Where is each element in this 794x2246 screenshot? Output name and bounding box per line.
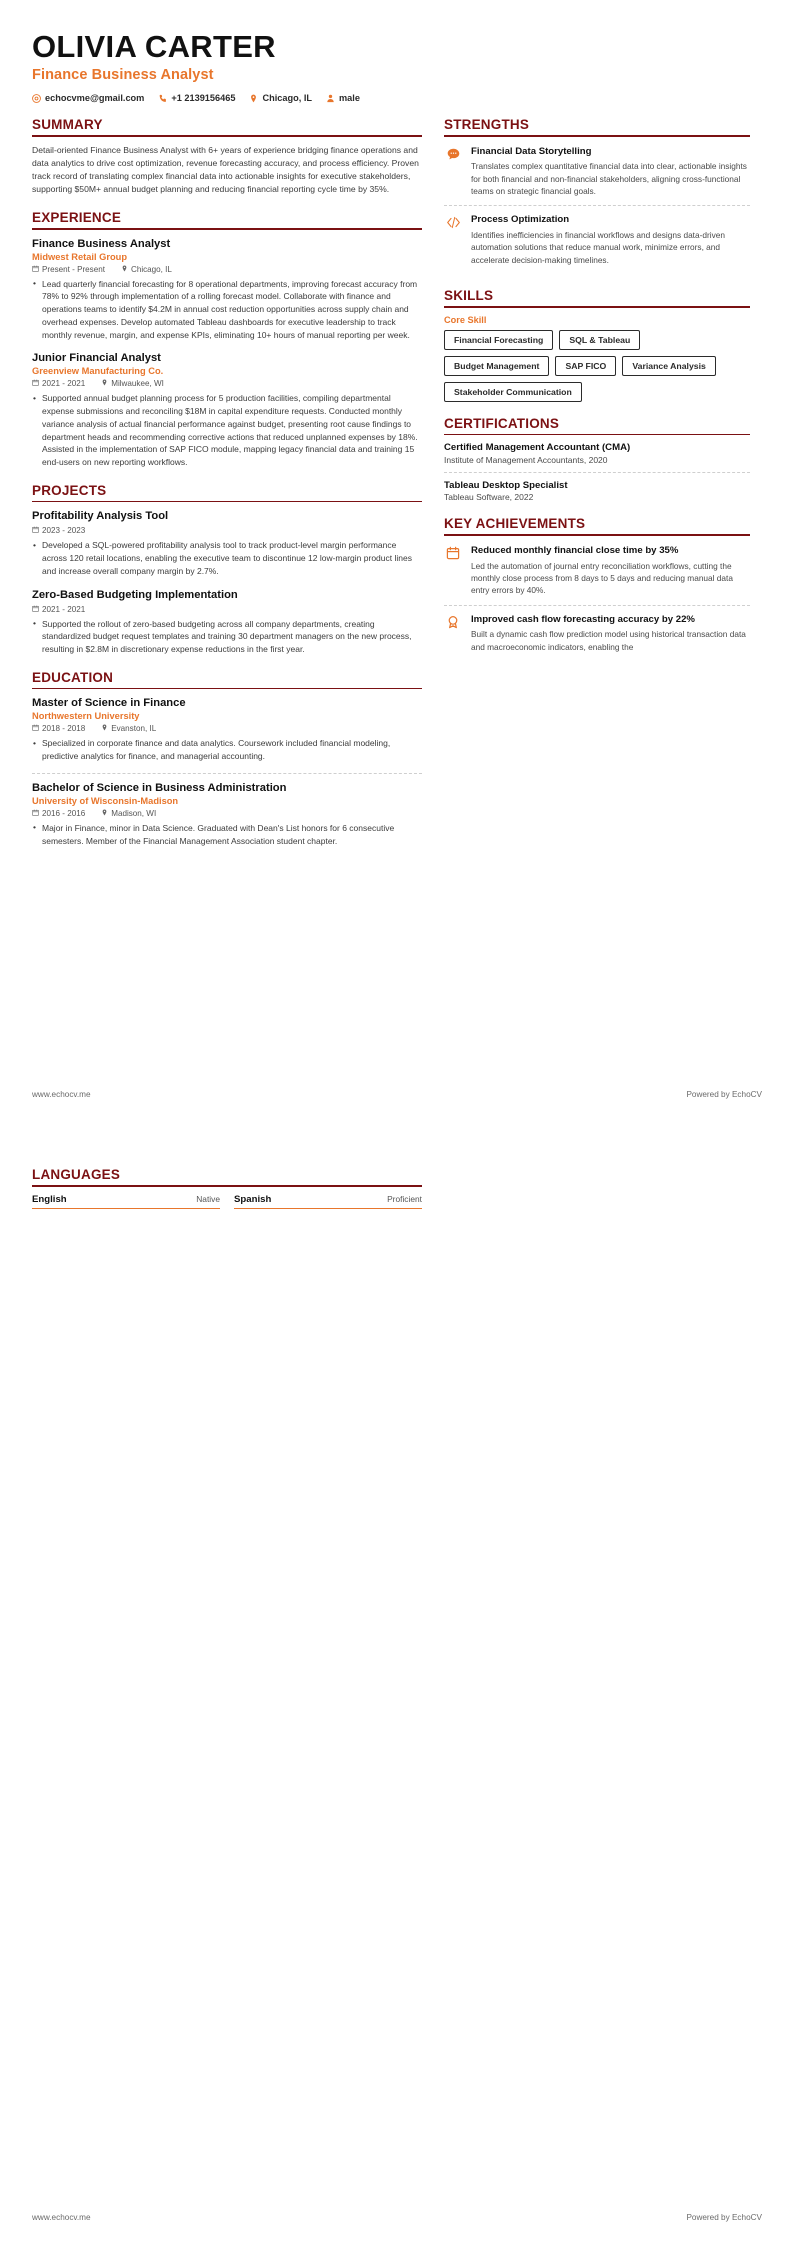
entry-location xyxy=(101,379,164,388)
entry-location xyxy=(121,265,172,274)
entry-dates xyxy=(32,724,85,733)
entry-location-value: Evanston, IL xyxy=(111,724,157,734)
bullet-item: • Developed a SQL-powered profitability analysis tool to track product-level margin performance across 120 retail locations, enabling the executive team to discontinue 12 low-margin product lines and increase overall company margin by 2.7%. xyxy=(32,539,422,577)
entry-dates-value: 2016 - 2016 xyxy=(42,808,86,818)
section-certifications xyxy=(444,416,750,503)
section-rule xyxy=(444,534,750,536)
contact-location xyxy=(249,93,312,103)
entry-title: Master of Science in Finance xyxy=(32,697,186,710)
achievement-title: Improved cash flow forecasting accuracy by 22% xyxy=(471,613,695,625)
bullet-item: • Lead quarterly financial forecasting for 8 operational departments, improving forecast accuracy from 78% to 92% through implementation of a rolling forecast model. Collaborate with finance and operations teams to identify $4.2M in annual cost reduction opportunities across supply chain and overhead expenses. Develop automated Tableau dashboards for executive leadership to track monthly revenue, margin, and expense KPIs, eliminating 10+ hours of manual reporting per week. xyxy=(32,278,422,342)
code-icon xyxy=(444,214,462,266)
calendar-icon xyxy=(32,265,39,274)
footer-brand: Powered by EchoCV xyxy=(686,1090,762,1099)
entry-dates xyxy=(32,526,85,535)
entry-meta xyxy=(32,724,422,733)
education-entry xyxy=(32,696,422,763)
contact-row xyxy=(32,93,762,103)
language-item xyxy=(32,1194,220,1209)
skill-chip[interactable]: SQL & Tableau xyxy=(559,330,640,350)
entry-title: Profitability Analysis Tool xyxy=(32,510,169,523)
section-rule xyxy=(32,135,422,137)
section-title-certifications: CERTIFICATIONS xyxy=(444,415,560,431)
entry-bullets xyxy=(32,539,422,577)
section-rule xyxy=(32,688,422,690)
section-key-achievements xyxy=(444,516,750,661)
achievement-item xyxy=(444,543,750,605)
entry-bullets xyxy=(32,822,422,848)
entry-meta xyxy=(32,526,422,535)
language-level: Proficient xyxy=(387,1193,422,1204)
resume-columns xyxy=(32,117,762,861)
email-icon xyxy=(32,94,41,103)
entry-organization: Northwestern University xyxy=(32,711,140,722)
section-rule xyxy=(444,306,750,308)
right-column xyxy=(444,117,750,675)
award-icon xyxy=(444,614,462,653)
skill-chip[interactable]: SAP FICO xyxy=(555,356,616,376)
calendar-icon xyxy=(32,379,39,388)
left-column xyxy=(32,117,422,861)
entry-dates-value: 2018 - 2018 xyxy=(42,724,86,734)
section-rule xyxy=(444,135,750,137)
page-footer xyxy=(32,1090,762,1099)
section-title-experience: EXPERIENCE xyxy=(32,209,122,225)
section-summary xyxy=(32,117,422,196)
achievement-desc: Built a dynamic cash flow prediction model using historical transaction data and macroeconomic indicators, enabling the xyxy=(471,629,746,652)
entry-location-value: Chicago, IL xyxy=(130,264,172,274)
skill-chip[interactable]: Variance Analysis xyxy=(622,356,716,376)
certification-item xyxy=(444,472,750,503)
language-item xyxy=(234,1194,422,1209)
person-icon xyxy=(326,94,335,103)
contact-phone-value: +1 2139156465 xyxy=(171,93,236,104)
section-title-skills: SKILLS xyxy=(444,288,494,304)
bullet-item: • Supported the rollout of zero-based budgeting across all company departments, creating standardized budget request templates and training 30 department managers on the new process, resulting in $2.8M in discretionary expense reductions in the first year. xyxy=(32,618,422,656)
entry-bullets xyxy=(32,737,422,763)
entry-bullets xyxy=(32,618,422,656)
project-entry xyxy=(32,588,422,656)
section-experience xyxy=(32,210,422,469)
achievement-desc: Led the automation of journal entry reconciliation workflows, cutting the monthly close process from 8 days to 5 days and reducing manual data entry errors by 40%. xyxy=(471,560,733,596)
skill-chip[interactable]: Stakeholder Communication xyxy=(444,382,582,402)
footer-brand: Powered by EchoCV xyxy=(686,2213,762,2222)
experience-entry xyxy=(32,351,422,469)
bullet-item: • Supported annual budget planning process for 5 production facilities, compiling departmental expense submissions and reconciling $18M in capital expenditure requests. Conducted monthly variance analysis of actual financial performance against budget, presenting root cause findings to department heads and recommending corrective actions that reduced unplanned expenses by 18%. Assisted in the implementation of SAP FICO module, mapping legacy financial data and training 15 end-users on new reporting workflows. xyxy=(32,392,422,469)
location-icon xyxy=(121,265,128,274)
skill-chip[interactable]: Financial Forecasting xyxy=(444,330,553,350)
contact-gender xyxy=(326,93,360,103)
resume-page-2 xyxy=(0,1123,794,2246)
strength-desc: Identifies inefficiencies in financial workflows and designs data-driven automation solutions that reduce manual work, minimize errors, and accelerate decision-making timelines. xyxy=(471,229,725,265)
location-icon xyxy=(101,809,108,818)
language-name: Spanish xyxy=(234,1193,272,1205)
achievement-item xyxy=(444,605,750,661)
section-strengths xyxy=(444,117,750,274)
section-title-projects: PROJECTS xyxy=(32,482,107,498)
entry-dates-value: Present - Present xyxy=(42,264,105,274)
section-title-summary: SUMMARY xyxy=(32,117,103,133)
calendar-icon xyxy=(32,809,39,818)
entry-dates xyxy=(32,809,85,818)
section-rule xyxy=(32,1185,422,1187)
section-education xyxy=(32,670,422,848)
resume-columns-page2 xyxy=(32,1167,762,1223)
entry-bullets xyxy=(32,278,422,342)
contact-phone[interactable] xyxy=(158,93,235,103)
entry-title: Junior Financial Analyst xyxy=(32,352,161,365)
section-skills xyxy=(444,288,750,402)
entry-title: Finance Business Analyst xyxy=(32,237,171,250)
section-rule xyxy=(444,434,750,436)
project-entry xyxy=(32,509,422,577)
bullet-item: • Major in Finance, minor in Data Science. Graduated with Dean's List honors for 6 consecutive semesters. Member of the Financial Management Association student chapter. xyxy=(32,822,422,848)
entry-bullets xyxy=(32,392,422,469)
section-rule xyxy=(32,228,422,230)
calendar-icon xyxy=(32,605,39,614)
calendar-icon xyxy=(444,545,462,597)
section-languages xyxy=(32,1167,422,1209)
skills-group-label: Core Skill xyxy=(444,314,487,325)
certification-name: Certified Management Accountant (CMA) xyxy=(444,442,631,454)
entry-meta xyxy=(32,379,422,388)
language-list xyxy=(32,1194,422,1209)
skill-chip[interactable]: Budget Management xyxy=(444,356,549,376)
chat-bubble-icon xyxy=(444,146,462,198)
certification-issuer: Institute of Management Accountants, 2020 xyxy=(444,454,608,465)
footer-site[interactable]: www.echocv.me xyxy=(32,1090,91,1099)
entry-dates-value: 2021 - 2021 xyxy=(42,379,86,389)
section-title-education: EDUCATION xyxy=(32,669,114,685)
resume-header xyxy=(32,30,762,103)
entry-meta xyxy=(32,265,422,274)
entry-location-value: Milwaukee, WI xyxy=(111,379,164,389)
section-projects xyxy=(32,483,422,656)
entry-organization: Midwest Retail Group xyxy=(32,251,128,262)
entry-meta xyxy=(32,605,422,614)
entry-location xyxy=(101,724,156,733)
page-footer xyxy=(32,2213,762,2222)
location-icon xyxy=(101,379,108,388)
entry-dates xyxy=(32,379,85,388)
footer-site[interactable]: www.echocv.me xyxy=(32,2213,91,2222)
section-title-key-achievements: KEY ACHIEVEMENTS xyxy=(444,516,586,532)
candidate-name: OLIVIA CARTER xyxy=(32,29,276,64)
contact-location-value: Chicago, IL xyxy=(262,93,312,104)
education-entry xyxy=(32,781,422,848)
strength-title: Process Optimization xyxy=(471,214,570,226)
achievement-title: Reduced monthly financial close time by 35% xyxy=(471,545,679,557)
strength-item xyxy=(444,205,750,274)
certification-issuer: Tableau Software, 2022 xyxy=(444,492,534,503)
entry-dates-value: 2021 - 2021 xyxy=(42,604,86,614)
section-title-languages: LANGUAGES xyxy=(32,1167,121,1182)
entry-dates xyxy=(32,605,85,614)
location-icon xyxy=(101,724,108,733)
entry-location xyxy=(101,809,156,818)
language-level: Native xyxy=(196,1193,220,1204)
experience-entry xyxy=(32,237,422,342)
strength-desc: Translates complex quantitative financial data into clear, actionable insights for both financial and non-financial stakeholders, aligning cross-functional teams on strategic financial goals. xyxy=(471,161,747,197)
summary-text: Detail-oriented Finance Business Analyst with 6+ years of experience bridging finance operations and data analytics to drive cost optimization, revenue forecasting accuracy, and process efficiency. Proven track record of translating complex financial data into actionable insights for executive stakeholders, supporting $50M+ annual budget planning and reducing financial reporting cycle time by 35%. xyxy=(32,144,419,194)
calendar-icon xyxy=(32,526,39,535)
certification-name: Tableau Desktop Specialist xyxy=(444,479,568,491)
phone-icon xyxy=(158,94,167,103)
location-icon xyxy=(249,94,258,103)
entry-title: Bachelor of Science in Business Administration xyxy=(32,781,287,794)
language-name: English xyxy=(32,1193,67,1205)
strength-item xyxy=(444,144,750,206)
skill-chip-list xyxy=(444,330,750,402)
entry-dates xyxy=(32,265,105,274)
contact-email[interactable] xyxy=(32,93,144,103)
section-rule xyxy=(32,501,422,503)
entry-location-value: Madison, WI xyxy=(111,808,157,818)
candidate-role: Finance Business Analyst xyxy=(32,67,214,84)
section-title-strengths: STRENGTHS xyxy=(444,117,530,133)
entry-title: Zero-Based Budgeting Implementation xyxy=(32,588,238,601)
entry-organization: Greenview Manufacturing Co. xyxy=(32,366,164,377)
bullet-item: • Specialized in corporate finance and data analytics. Coursework included financial modeling, predictive analytics for finance, and managerial accounting. xyxy=(32,737,422,763)
entry-dates-value: 2023 - 2023 xyxy=(42,526,86,536)
entry-organization: University of Wisconsin-Madison xyxy=(32,795,179,806)
contact-email-value: echocvme@gmail.com xyxy=(45,93,145,104)
contact-gender-value: male xyxy=(338,93,360,104)
entry-meta xyxy=(32,809,422,818)
calendar-icon xyxy=(32,724,39,733)
divider xyxy=(32,773,422,774)
strength-title: Financial Data Storytelling xyxy=(471,145,592,157)
left-column-page2 xyxy=(32,1167,422,1223)
certification-item xyxy=(444,442,750,465)
